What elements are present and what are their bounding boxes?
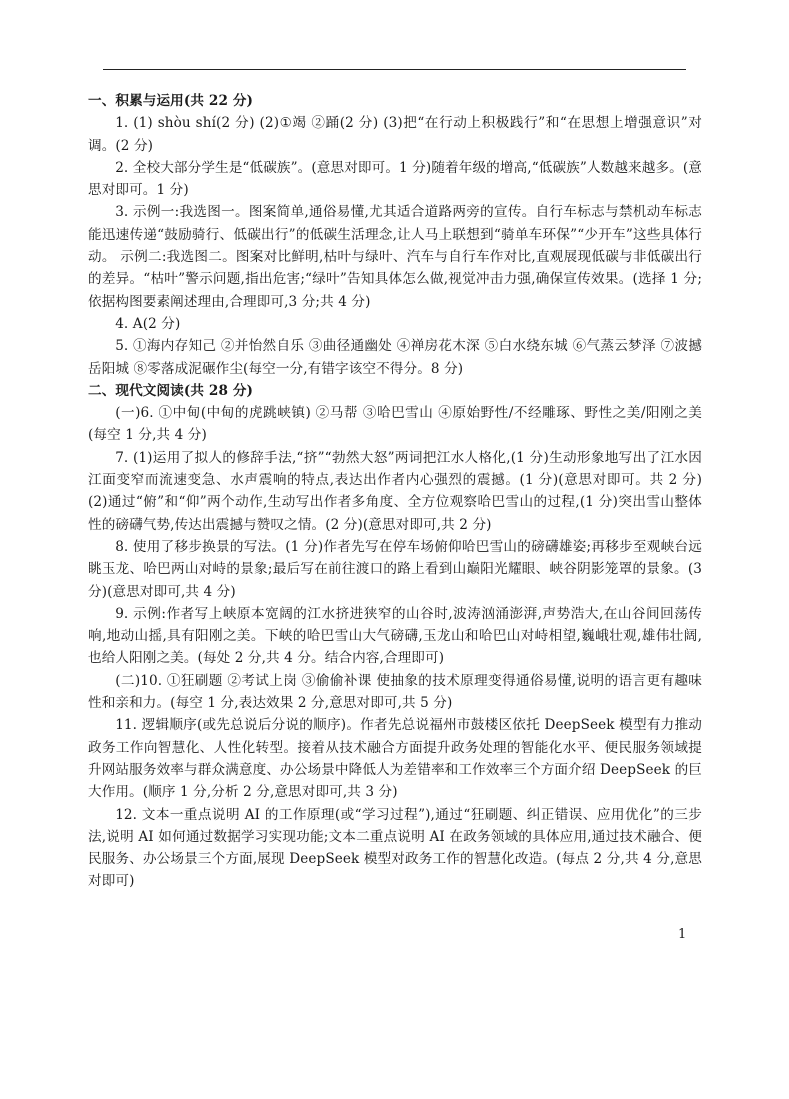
answer-item-5: 5. ①海内存知己 ②并怡然自乐 ③曲径通幽处 ④禅房花木深 ⑤白水绕东城 ⑥气蒸云梦泽 ⑦波撼岳阳城 ⑧零落成泥碾作尘(每空一分,有错字该空不得分。8 分) bbox=[88, 338, 702, 377]
answer-item-2: 2. 全校大部分学生是“低碳族”。(意思对即可。1 分)随着年级的增高,“低碳族”人数越来越多。(意思对即可。1 分) bbox=[88, 159, 702, 199]
answer-item-9: 9. 示例:作者写上峡原本宽阔的江水挤进狭窄的山谷时,波涛汹涌澎湃,声势浩大,在山谷间回荡传响,地动山摇,具有阳刚之美。下峡的哈巴雪山大气磅礴,玉龙山和哈巴山对峙相望,巍峨壮观,雄伟壮阔,也给人阳刚之美。(每处 2 分,共 4 分。结合内容,合理即可) bbox=[88, 605, 702, 667]
answer-item-4: 4. A(2 分) bbox=[115, 315, 181, 332]
section-heading-1: 一、积累与运用(共 22 分) bbox=[88, 93, 254, 109]
answer-item-1: 1. (1) shòu shí(2 分) (2)①竭 ②踊(2 分) (3)把“在行动上积极践行”和“在思想上增强意识”对调。(2 分) bbox=[88, 115, 702, 154]
answer-item-11: 11. 逻辑顺序(或先总说后分说的顺序)。作者先总说福州市鼓楼区依托 DeepSeek 模型有力推动政务工作向智慧化、人性化转型。接着从技术融合方面提升政务处理的智能化水平、便民服务领域提升网站服务效率与群众满意度、办公场景中降低人为差错率和工作效率三个方面介绍 DeepSeek 的巨大作用。(顺序 1 分,分析 2 分,意思对即可,共 3 分) bbox=[88, 717, 702, 801]
answer-item-3: 3. 示例一:我选图一。图案简单,通俗易懂,尤其适合道路两旁的宣传。自行车标志与禁机动车标志能迅速传递“鼓励骑行、低碳出行”的低碳生活理念,让人马上联想到“骑单车环保”“少开车”这些具体行动。 示例二:我选图二。图案对比鲜明,枯叶与绿叶、汽车与自行车作对比,直观展现低碳与非低碳出行的差异。“枯叶”警示问题,指出危害;“绿叶”告知具体怎么做,视觉冲击力强,确保宣传效果。(选择 1 分;依据构图要素阐述理由,合理即可,3 分;共 4 分) bbox=[88, 204, 702, 310]
answer-item-8: 8. 使用了移步换景的写法。(1 分)作者先写在停车场俯仰哈巴雪山的磅礴雄姿;再移步至观峡台远眺玉龙、哈巴两山对峙的景象;最后写在前往渡口的路上看到山巅阳光耀眼、峡谷阴影笼罩的景象。(3 分)(意思对即可,共 4 分) bbox=[88, 538, 702, 600]
header-rule bbox=[103, 69, 686, 70]
section-heading-2: 二、现代文阅读(共 28 分) bbox=[88, 382, 254, 399]
answer-content bbox=[88, 90, 702, 893]
answer-item-7: 7. (1)运用了拟人的修辞手法,“挤”“勃然大怒”两词把江水人格化,(1 分)生动形象地写出了江水因江面变窄而流速变急、水声震响的特点,表达出作者内心强烈的震撼。(1 分)(意思对即可。共 2 分) (2)通过“俯”和“仰”两个动作,生动写出作者多角度、全方位观察哈巴雪山的过程,(1 分)突出雪山整体性的磅礴气势,传达出震撼与赞叹之情。(2 分)(意思对即可,共 2 分) bbox=[88, 449, 702, 533]
answer-item-6: (一)6. ①中甸(中甸的虎跳峡镇) ②马帮 ③哈巴雪山 ④原始野性/不经雕琢、野性之美/阳刚之美(每空 1 分,共 4 分) bbox=[88, 405, 702, 444]
answer-item-12: 12. 文本一重点说明 AI 的工作原理(或“学习过程”),通过“狂刷题、纠正错误、应用优化”的三步法,说明 AI 如何通过数据学习实现功能;文本二重点说明 AI 在政务领域的具体应用,通过技术融合、便民服务、办公场景三个方面,展现 DeepSeek 模型对政务工作的智慧化改造。(每点 2 分,共 4 分,意思对即可) bbox=[88, 806, 702, 890]
answer-item-10: (二)10. ①狂刷题 ②考试上岗 ③偷偷补课 使抽象的技术原理变得通俗易懂,说明的语言更有趣味性和亲和力。(每空 1 分,表达效果 2 分,意思对即可,共 5 分) bbox=[88, 672, 702, 712]
page-number: 1 bbox=[678, 927, 687, 942]
